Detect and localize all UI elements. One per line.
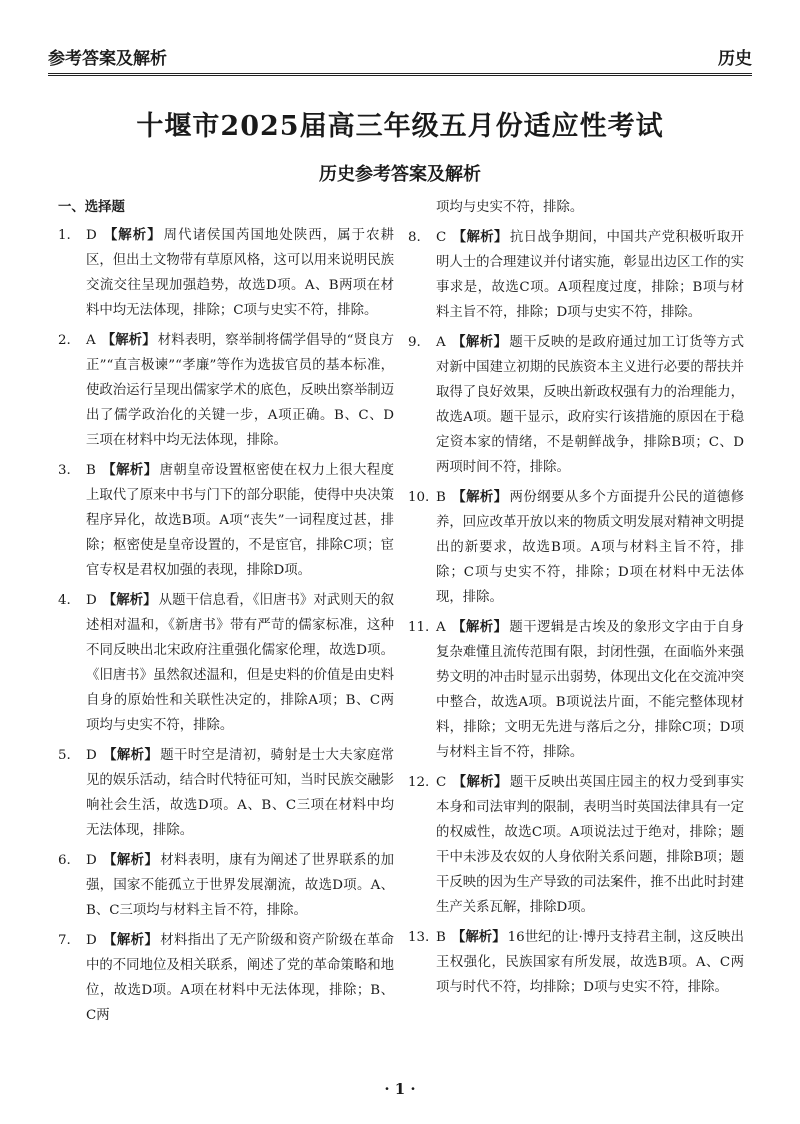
analysis-tag: 【解析】 <box>452 775 508 790</box>
analysis-text: 抗日战争期间，中国共产党积极听取开明人士的合理建议并付诸实施，彰显出边区工作的实事求是，故选C项。A项程度过度，排除；B项与材料主旨不符，排除；D项与史实不符，排除。 <box>436 230 745 320</box>
question-number: 1. <box>58 228 71 243</box>
analysis-tag: 【解析】 <box>452 230 508 245</box>
answer-letter: D <box>86 933 97 948</box>
answer-letter: D <box>86 853 97 868</box>
analysis-text: 两份纲要从多个方面提升公民的道德修养，回应改革开放以来的物质文明发展对精神文明提出的新要求，故选B项。A项与材料主旨不符，排除；C项与史实不符，排除；D项在材料中无法体现，排除。 <box>436 490 745 605</box>
analysis-text: 周代诸侯国芮国地处陕西，属于农耕区，但出土文物带有草原风格，这可以用来说明民族交流交往呈现加强趋势，故选D项。A、B两项在材料中均无法体现，排除；C项与史实不符，排除。 <box>86 228 394 318</box>
answer-item <box>408 770 744 920</box>
analysis-text: 16世纪的让·博丹支持君主制，这反映出王权强化，民族国家有所发展，故选B项。A、C两项与时代不符，均排除；D项与史实不符，排除。 <box>436 930 745 995</box>
page-number: · 1 · <box>384 1080 416 1098</box>
analysis-tag: 【解析】 <box>451 930 506 945</box>
answer-item <box>408 330 744 480</box>
answer-letter: B <box>436 930 446 945</box>
analysis-text: 从题干信息看，《旧唐书》对武则天的叙述相对温和，《新唐书》带有严苛的儒家标准，这种不同反映出北宋政府注重强化儒家伦理，故选D项。《旧唐书》虽然叙述温和，但是史料的价值是由史料自身的原始性和关联性决定的，排除A项；B、C两项均与史实不符，排除。 <box>86 593 394 733</box>
running-header <box>48 42 752 76</box>
answer-letter: B <box>436 490 446 505</box>
answer-letter: A <box>86 333 96 348</box>
question-number: 9. <box>408 335 421 350</box>
answer-letter: D <box>86 748 97 763</box>
question-number: 13. <box>408 930 430 945</box>
analysis-tag: 【解析】 <box>102 228 162 243</box>
answer-item <box>408 615 744 765</box>
answer-item <box>58 743 394 843</box>
analysis-tag: 【解析】 <box>102 593 157 608</box>
page-subtitle: 历史参考答案及解析 <box>319 164 481 185</box>
answer-letter: B <box>86 463 96 478</box>
answer-item <box>58 328 394 453</box>
analysis-tag: 【解析】 <box>102 853 159 868</box>
answer-letter: C <box>436 775 447 790</box>
question-number: 5. <box>58 748 71 763</box>
answer-item <box>58 223 394 323</box>
answer-letter: A <box>436 620 446 635</box>
question-number: 3. <box>58 463 71 478</box>
analysis-text: 题干反映的是政府通过加工订货等方式对新中国建立初期的民族资本主义进行必要的帮扶并取得了良好效果，反映出新政权强有力的治理能力，故选A项。题干显示，政府实行该措施的原因在于稳定资本家的情绪，不是朝鲜战争，排除B项；C、D两项时间不符，排除。 <box>436 335 745 475</box>
question-number: 8. <box>408 230 421 245</box>
header-right: 历史 <box>718 49 752 69</box>
answer-item <box>58 458 394 583</box>
question-number: 2. <box>58 333 71 348</box>
page-title: 十堰市2025届高三年级五月份适应性考试 <box>136 111 664 142</box>
analysis-text: 材料表明，察举制将儒学倡导的“贤良方正”“直言极谏”“孝廉”等作为选拔官员的基本标准，使政治运行呈现出儒家学术的底色，反映出察举制迈出了儒学政治化的关键一步，A项正确。B、C、D三项在材料中均无法体现，排除。 <box>86 333 394 448</box>
analysis-tag: 【解析】 <box>101 463 158 478</box>
answer-item <box>58 848 394 923</box>
answer-letter: C <box>436 230 447 245</box>
answer-item <box>408 225 744 325</box>
analysis-tag: 【解析】 <box>451 620 508 635</box>
analysis-text: 唐朝皇帝设置枢密使在权力上很大程度上取代了原来中书与门下的部分职能，使得中央决策程序异化，故选B项。A项“丧失”一词程度过甚，排除；枢密使是皇帝设置的，不是宦官，排除C项；宦官专权是君权加强的表现，排除D项。 <box>86 463 395 578</box>
analysis-text: 材料指出了无产阶级和资产阶级在革命中的不同地位及相关联系，阐述了党的革命策略和地位，故选D项。A项在材料中无法体现，排除；B、C两 <box>86 933 395 1023</box>
answer-item <box>58 588 394 738</box>
answer-item <box>408 925 744 1000</box>
question-number: 6. <box>58 853 71 868</box>
question-number: 10. <box>408 490 430 505</box>
analysis-tag: 【解析】 <box>451 490 508 505</box>
answer-letter: A <box>436 335 446 350</box>
answer-letter: D <box>86 228 97 243</box>
analysis-tag: 【解析】 <box>451 335 508 350</box>
analysis-text: 题干逻辑是古埃及的象形文字由于自身复杂难懂且流传范围有限，封闭性强，在面临外来强势文明的冲击时显示出弱势，体现出文化在交流冲突中整合，故选A项。B项说法片面，不能完整体现材料，排除；文明无先进与落后之分，排除C项；D项与材料主旨不符，排除。 <box>436 620 745 760</box>
analysis-tag: 【解析】 <box>102 933 159 948</box>
analysis-tag: 【解析】 <box>102 748 159 763</box>
answer-item <box>58 928 394 1028</box>
question-number: 11. <box>408 620 430 635</box>
answer-item <box>408 485 744 610</box>
answer-letter: D <box>86 593 97 608</box>
section-title: 一、选择题 <box>58 200 125 215</box>
analysis-text: 材料表明，康有为阐述了世界联系的加强，国家不能孤立于世界发展潮流，故选D项。A、B、C三项均与材料主旨不符，排除。 <box>86 853 395 918</box>
right-column <box>408 195 744 1005</box>
continuation-text: 项均与史实不符，排除。 <box>436 200 584 215</box>
question-number: 4. <box>58 593 71 608</box>
header-left: 参考答案及解析 <box>48 49 167 69</box>
analysis-text: 题干时空是清初，骑射是士大夫家庭常见的娱乐活动，结合时代特征可知，当时民族交融影响社会生活，故选D项。A、B、C三项在材料中均无法体现，排除。 <box>86 748 395 838</box>
analysis-tag: 【解析】 <box>101 333 156 348</box>
left-column <box>58 195 394 1033</box>
analysis-text: 题干反映出英国庄园主的权力受到事实本身和司法审判的限制，表明当时英国法律具有一定的权威性，故选C项。A项说法过于绝对，排除；题干中未涉及农奴的人身依附关系问题，排除B项；题干反映的因为生产导致的司法案件，推不出此时封建生产关系瓦解，排除D项。 <box>436 775 745 915</box>
question-number: 12. <box>408 775 430 790</box>
question-number: 7. <box>58 933 71 948</box>
